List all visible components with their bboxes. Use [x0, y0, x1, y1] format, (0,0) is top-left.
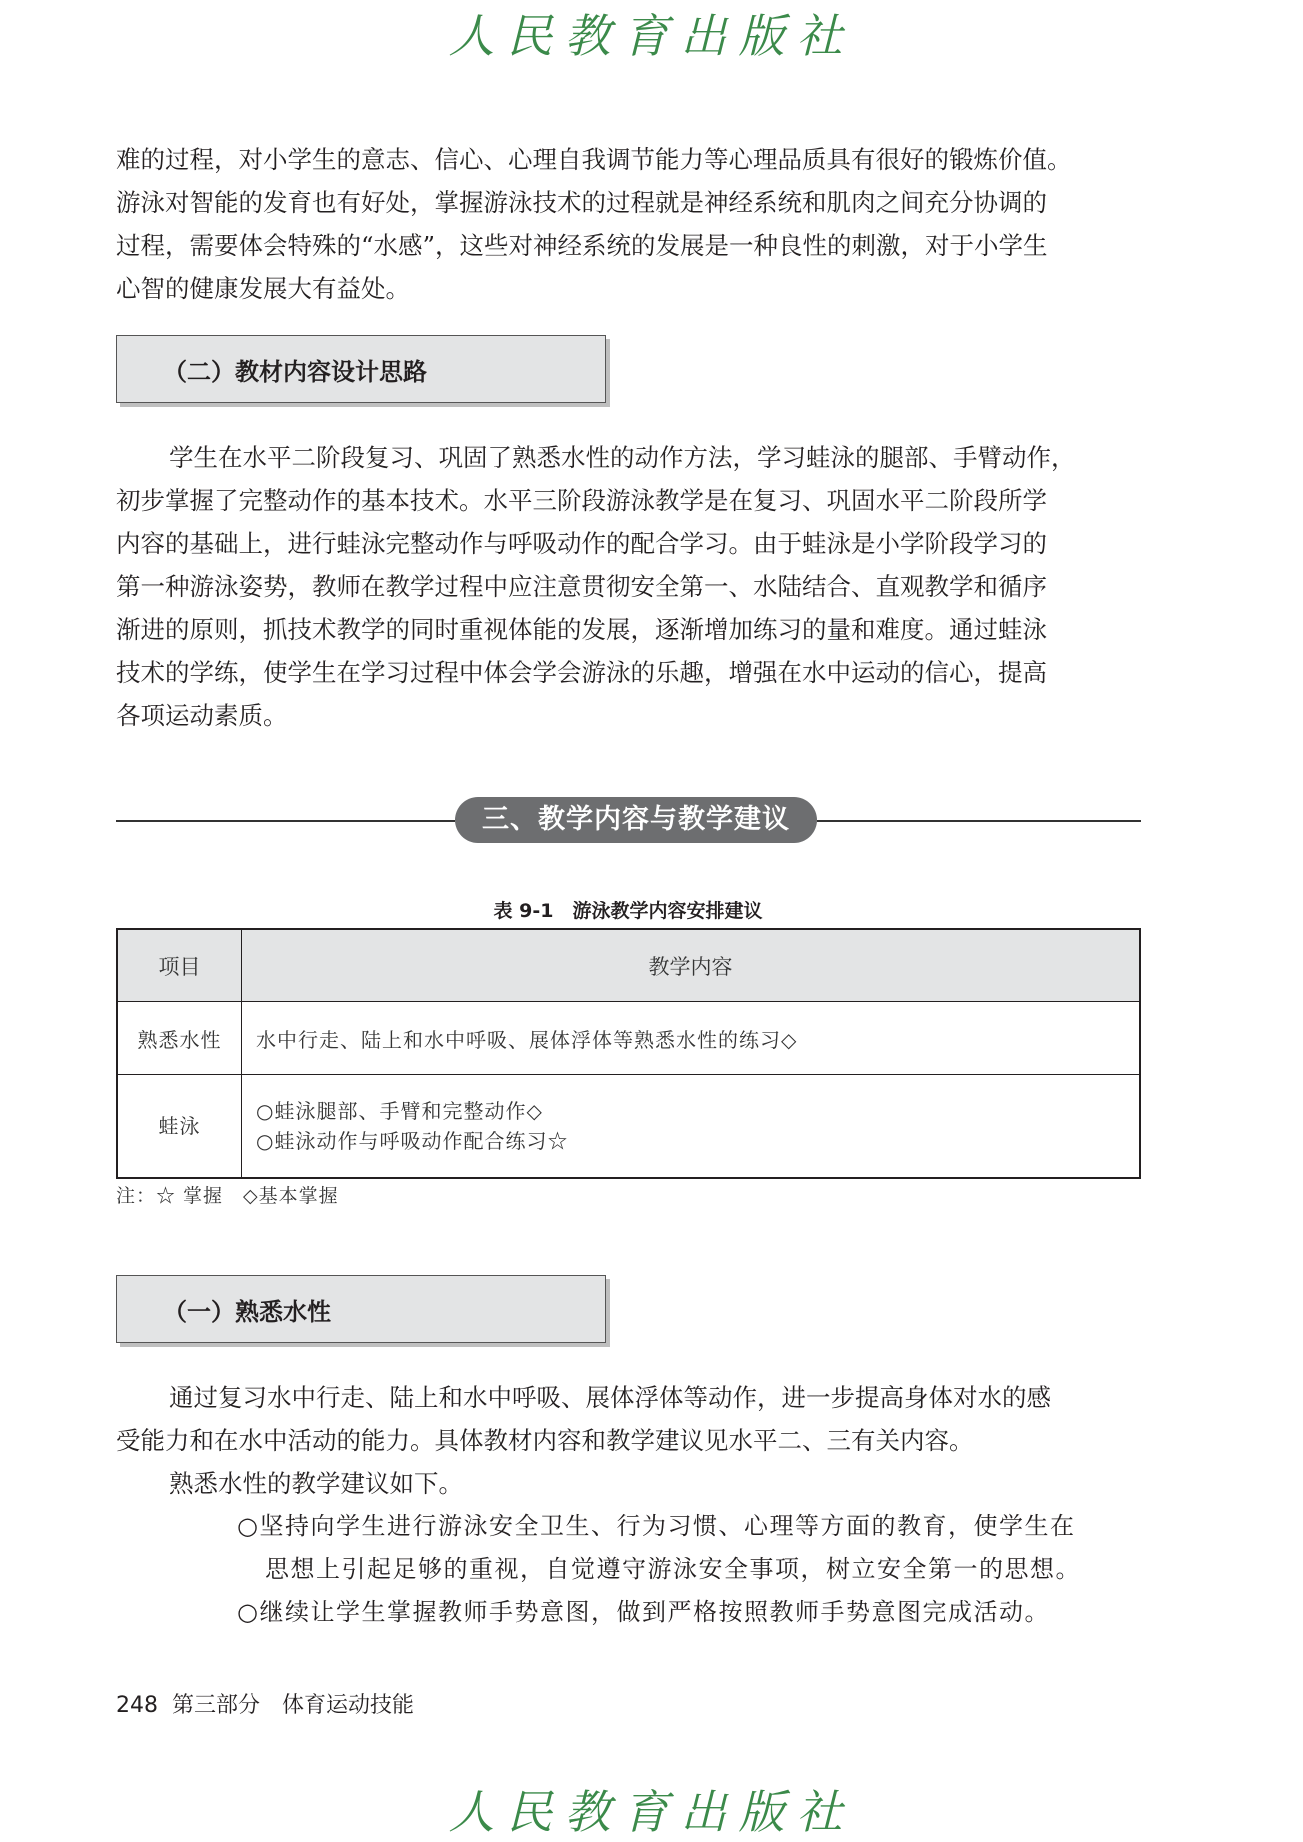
- intro-paragraph: [116, 138, 1140, 310]
- section-heading-box: [116, 1275, 606, 1343]
- list-item: ○继续让学生掌握教师手势意图，做到严格按照教师手势意图完成活动。: [237, 1598, 1050, 1626]
- paragraph-line: 初步掌握了完整动作的基本技术。水平三阶段游泳教学是在复习、巩固水平二阶段所学: [116, 486, 1047, 515]
- section-title-pill: 三、教学内容与教学建议: [455, 797, 817, 843]
- paragraph-line: 过程，需要体会特殊的“水感”，这些对神经系统的发展是一种良性的刺激，对于小学生: [116, 231, 1048, 260]
- page-number: 248: [116, 1693, 158, 1718]
- section-heading: （一）熟悉水性: [163, 1298, 331, 1326]
- list-item: ○坚持向学生进行游泳安全卫生、行为习惯、心理等方面的教育，使学生在: [237, 1512, 1076, 1540]
- section-heading-box: [116, 335, 606, 403]
- page-footer: [116, 1688, 414, 1719]
- suggestion-list: [237, 1505, 1142, 1634]
- paragraph-line: 熟悉水性的教学建议如下。: [169, 1469, 463, 1498]
- part-title: 第三部分 体育运动技能: [172, 1693, 415, 1718]
- divider-right: [817, 820, 1141, 822]
- design-paragraph: [116, 436, 1140, 737]
- paragraph-line: 渐进的原则，抓技术教学的同时重视体能的发展，逐渐增加练习的量和难度。通过蛙泳: [116, 615, 1047, 644]
- table-cell-item: 蛙泳: [117, 1075, 242, 1179]
- paragraph-line: 难的过程，对小学生的意志、信心、心理自我调节能力等心理品质具有很好的锻炼价值。: [116, 145, 1072, 174]
- paragraph-line: 通过复习水中行走、陆上和水中呼吸、展体浮体等动作，进一步提高身体对水的感: [169, 1383, 1051, 1412]
- paragraph-line: 第一种游泳姿势，教师在教学过程中应注意贯彻安全第一、水陆结合、直观教学和循序: [116, 572, 1047, 601]
- familiarity-paragraph: [116, 1376, 1140, 1505]
- table-row: [117, 1075, 1140, 1179]
- table-cell-line: ○蛙泳腿部、手臂和完整动作◇: [256, 1099, 543, 1123]
- paragraph-line: 游泳对智能的发育也有好处，掌握游泳技术的过程就是神经系统和肌肉之间充分协调的: [116, 188, 1047, 217]
- publisher-logo-top: 人民教育出版社: [448, 9, 855, 63]
- table-note: 注：☆ 掌握 ◇基本掌握: [116, 1185, 339, 1207]
- paragraph-line: 各项运动素质。: [116, 701, 288, 730]
- paragraph-line: 内容的基础上，进行蛙泳完整动作与呼吸动作的配合学习。由于蛙泳是小学阶段学习的: [116, 529, 1047, 558]
- table-cell-content: 水中行走、陆上和水中呼吸、展体浮体等熟悉水性的练习◇: [242, 1002, 1141, 1075]
- list-item-continuation: 思想上引起足够的重视，自觉遵守游泳安全事项，树立安全第一的思想。: [265, 1555, 1081, 1583]
- paragraph-line: 受能力和在水中活动的能力。具体教材内容和教学建议见水平二、三有关内容。: [116, 1426, 974, 1455]
- table-cell-item: 熟悉水性: [117, 1002, 242, 1075]
- table-cell-line: ○蛙泳动作与呼吸动作配合练习☆: [256, 1129, 569, 1153]
- table-row: [117, 1002, 1140, 1075]
- column-header-content: 教学内容: [242, 929, 1141, 1002]
- section-heading: （二）教材内容设计思路: [163, 358, 427, 386]
- table-cell-content: [242, 1075, 1141, 1179]
- paragraph-line: 技术的学练，使学生在学习过程中体会学会游泳的乐趣，增强在水中运动的信心，提高: [116, 658, 1047, 687]
- table-caption: 表 9-1 游泳教学内容安排建议: [493, 900, 763, 922]
- paragraph-line: 心智的健康发展大有益处。: [116, 274, 410, 303]
- divider-left: [116, 820, 455, 822]
- publisher-logo-bottom: 人民教育出版社: [448, 1785, 855, 1839]
- content-table: [116, 928, 1141, 1179]
- table-header-row: [117, 929, 1140, 1002]
- column-header-item: 项目: [117, 929, 242, 1002]
- paragraph-line: 学生在水平二阶段复习、巩固了熟悉水性的动作方法，学习蛙泳的腿部、手臂动作，: [169, 443, 1076, 472]
